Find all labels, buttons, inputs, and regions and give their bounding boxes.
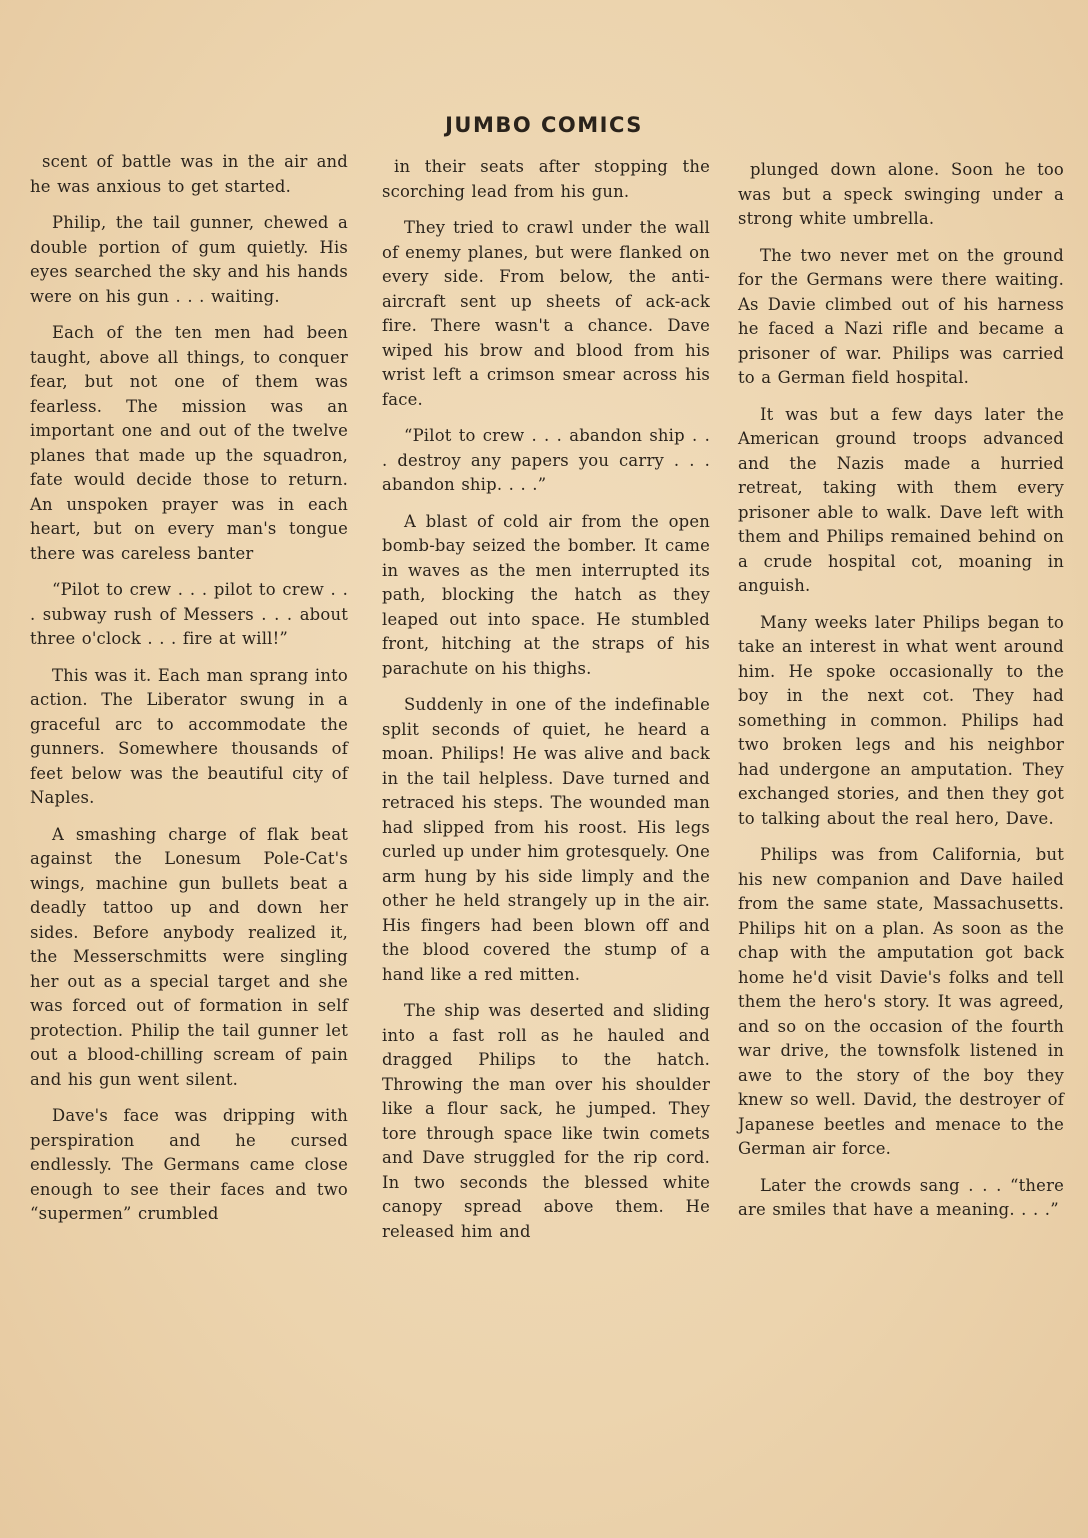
paragraph: A blast of cold air from the open bomb-bay seized the bomber. It came in waves as the men interrupted its path, blocking the hatch as they leaped out into space. He stumbled front, hitching at the straps of his parachute on his thighs. (382, 511, 710, 678)
paragraph: Each of the ten men had been taught, above all things, to conquer fear, but not one of them was fearless. The mission was an important one and out of the twelve planes that made up the squadron, fate would decide those to return. An unspoken prayer was in each heart, but on every man's tongue there was careless banter (30, 323, 348, 563)
paragraph: Suddenly in one of the indefinable split seconds of quiet, he heard a moan. Philips! He was alive and back in the tail helpless. Dave turned and retraced his steps. The wounded man had slipped from his roost. His legs curled up under him grotesquely. One arm hung by his side limply and the other he held strangely up in the air. His fingers had been blown off and the blood covered the stump of a hand like a red mitten. (382, 695, 710, 984)
paragraph: Later the crowds sang . . . “there are smiles that have a meaning. . . .” (738, 1175, 1064, 1219)
paragraph: Dave's face was dripping with perspiration and he cursed endlessly. The Germans came close enough to see their faces and two “supermen” crumbled (30, 1106, 348, 1223)
paragraph: The ship was deserted and sliding into a fast roll as he hauled and dragged Philips to the hatch. Throwing the man over his shoulder like a flour sack, he jumped. They tore through space like twin comets and Dave struggled for the rip cord. In two seconds the blessed white canopy spread above them. He released him and (382, 1001, 710, 1241)
paragraph: Many weeks later Philips began to take an interest in what went around him. He spoke occasionally to the boy in the next cot. They had something in common. Philips had two broken legs and his neighbor had undergone an amputation. They exchanged stories, and then they got to talking about the real hero, Dave. (738, 612, 1064, 828)
paragraph: Philip, the tail gunner, chewed a double portion of gum quietly. His eyes searched the sky and his hands were on his gun . . . waiting. (30, 213, 348, 306)
paragraph: Philips was from California, but his new companion and Dave hailed from the same state, Massachusetts. Philips hit on a plan. As soon as the chap with the amputation got back home he'd visit Davie's folks and tell them the hero's story. It was agreed, and so on the occasion of the fourth war drive, the townsfolk listened in awe to the story of the boy they knew so well. David, the destroyer of Japanese beetles and menace to the German air force. (738, 845, 1064, 1158)
text-column-1 (30, 150, 348, 1239)
paragraph: in their seats after stopping the scorching lead from his gun. (382, 157, 710, 201)
paragraph: scent of battle was in the air and he was anxious to get started. (30, 152, 348, 196)
paragraph: plunged down alone. Soon he too was but a speck swinging under a strong white umbrella. (738, 160, 1064, 228)
text-column-3 (738, 158, 1064, 1235)
paragraph: They tried to crawl under the wall of enemy planes, but were flanked on every side. From below, the anti-aircraft sent up sheets of ack-ack fire. There wasn't a chance. Dave wiped his brow and blood from his wrist left a crimson smear across his face. (382, 218, 710, 409)
paragraph: “Pilot to crew . . . pilot to crew . . . subway rush of Messers . . . about three o'clock . . . fire at will!” (30, 580, 348, 648)
paragraph: It was but a few days later the American ground troops advanced and the Nazis made a hurried retreat, taking with them every prisoner able to walk. Dave left with them and Philips remained behind on a crude hospital cot, moaning in anguish. (738, 404, 1064, 595)
page-header: JUMBO COMICS (445, 113, 643, 137)
paragraph: This was it. Each man sprang into action. The Liberator swung in a graceful arc to accommodate the gunners. Somewhere thousands of feet below was the beautiful city of Naples. (30, 665, 348, 807)
paragraph: “Pilot to crew . . . abandon ship . . . destroy any papers you carry . . . abandon ship. . . .” (382, 426, 710, 494)
text-column-2 (382, 155, 710, 1256)
paragraph: A smashing charge of flak beat against the Lonesum Pole-Cat's wings, machine gun bullets beat a deadly tattoo up and down her sides. Before anybody realized it, the Messerschmitts were singling her out as a special target and she was forced out of formation in self protection. Philip the tail gunner let out a blood-chilling scream of pain and his gun went silent. (30, 824, 348, 1089)
paragraph: The two never met on the ground for the Germans were there waiting. As Davie climbed out of his harness he faced a Nazi rifle and became a prisoner of war. Philips was carried to a German field hospital. (738, 245, 1064, 387)
